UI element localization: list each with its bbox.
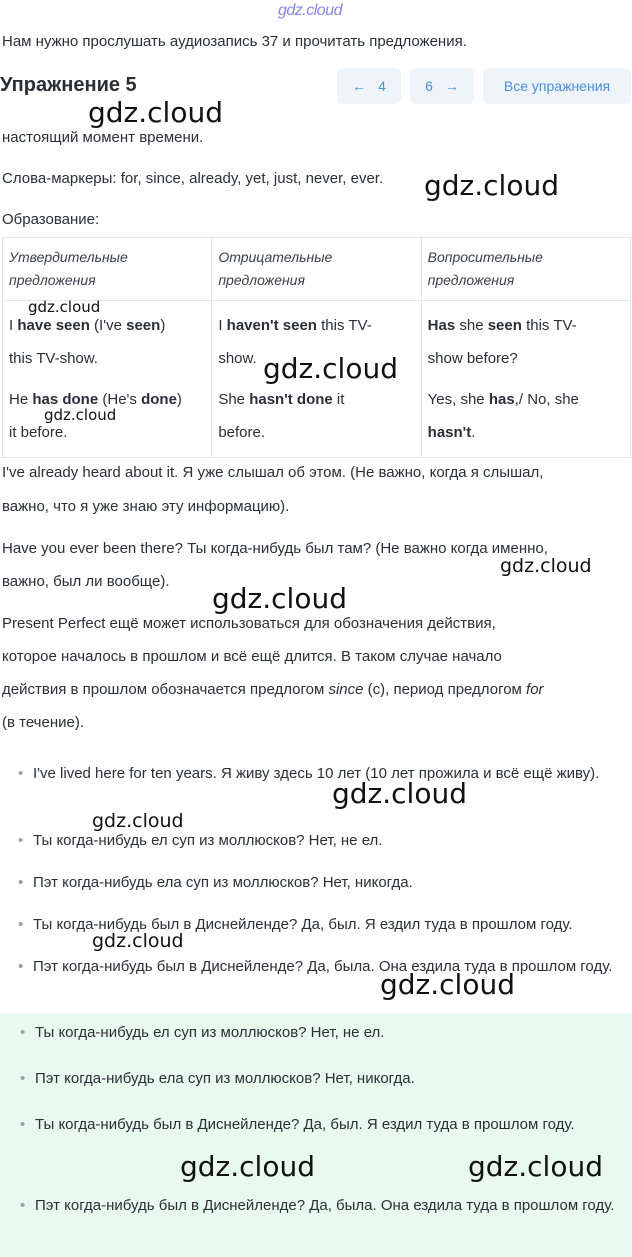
watermark: gdz.cloud: [92, 810, 184, 832]
watermark: gdz.cloud: [424, 169, 559, 202]
list-item: • Ты когда-нибудь ел суп из моллюсков? Нет, не ел.: [33, 824, 628, 857]
watermark: gdz.cloud: [332, 777, 467, 810]
watermark: gdz.cloud: [500, 555, 592, 577]
arrow-right-icon: →: [444, 78, 459, 94]
grammar-table: [2, 237, 631, 458]
rule-text: которое началось в прошлом и всё ещё длится. В таком случае начало: [2, 648, 502, 665]
bullet-icon: •: [20, 1197, 26, 1214]
arrow-left-icon: ←: [352, 78, 367, 94]
example-text: важно, что я уже знаю эту информацию).: [2, 498, 290, 515]
all-exercises-button[interactable]: [483, 68, 631, 104]
table-cell-affirmative: I have seen (I've seen) this TV-show. He has done (He's done) it before.: [3, 301, 212, 458]
all-exercises-label: Все упражнения: [503, 78, 611, 94]
watermark: gdz.cloud: [28, 298, 101, 316]
example-text: Have you ever been there? Ты когда-нибудь был там? (Не важно когда именно,: [2, 540, 548, 557]
watermark: gdz.cloud: [44, 406, 117, 424]
table-cell-negative: I haven't seen this TV- show. She hasn't done it before.: [212, 301, 421, 458]
intro-text: Нам нужно прослушать аудиозапись 37 и прочитать предложения.: [2, 33, 467, 50]
next-exercise-button[interactable]: [410, 68, 474, 104]
bullet-icon: •: [20, 1116, 26, 1133]
list-item: • Пэт когда-нибудь ела суп из моллюсков? Нет, никогда.: [33, 866, 628, 899]
answer-item: • Пэт когда-нибудь был в Диснейленде? Да, была. Она ездила туда в прошлом году.: [35, 1187, 625, 1224]
text-line: настоящий момент времени.: [2, 129, 204, 146]
answer-item: • Ты когда-нибудь был в Диснейленде? Да, был. Я ездил туда в прошлом году.: [35, 1106, 625, 1143]
bullet-icon: •: [18, 765, 24, 782]
table-cell-question: Has she seen this TV- show before? Yes, she has,/ No, she hasn't.: [421, 301, 630, 458]
watermark: gdz.cloud: [180, 1150, 315, 1183]
bullet-icon: •: [18, 874, 24, 891]
watermark: gdz.cloud: [263, 352, 398, 385]
prev-exercise-button[interactable]: [337, 68, 401, 104]
rule-text: действия в прошлом обозначается предлогом since (с), период предлогом for: [2, 681, 544, 698]
list-item: • I've lived here for ten years. Я живу здесь 10 лет (10 лет прожила и всё ещё живу).: [33, 757, 628, 790]
watermark: gdz.cloud: [468, 1150, 603, 1183]
site-logo[interactable]: gdz.cloud: [278, 2, 342, 19]
answer-item: • Ты когда-нибудь ел суп из моллюсков? Нет, не ел.: [35, 1014, 625, 1051]
example-text: I've already heard about it. Я уже слышал об этом. (Не важно, когда я слышал,: [2, 464, 544, 481]
answer-item: • Пэт когда-нибудь ела суп из моллюсков? Нет, никогда.: [35, 1060, 625, 1097]
prev-exercise-label: 4: [378, 78, 386, 94]
table-header: Вопросительные предложения: [421, 238, 630, 301]
next-exercise-label: 6: [425, 78, 433, 94]
formation-label: Образование:: [2, 211, 100, 228]
table-header: Утвердительные предложения: [3, 238, 212, 301]
exercise-title: Упражнение 5: [0, 74, 137, 96]
bullet-icon: •: [18, 832, 24, 849]
list-item: • Пэт когда-нибудь был в Диснейленде? Да, была. Она ездила туда в прошлом году.: [33, 950, 628, 983]
rule-text: (в течение).: [2, 714, 85, 731]
list-item: • Ты когда-нибудь был в Диснейленде? Да, был. Я ездил туда в прошлом году.: [33, 908, 628, 941]
watermark: gdz.cloud: [92, 930, 184, 952]
example-text: важно, был ли вообще).: [2, 573, 170, 590]
bullet-icon: •: [18, 916, 24, 933]
watermark: gdz.cloud: [212, 582, 347, 615]
bullet-icon: •: [18, 958, 24, 975]
markers-text: Слова-маркеры: for, since, already, yet, just, never, ever.: [2, 170, 384, 187]
bullet-icon: •: [20, 1024, 26, 1041]
rule-text: Present Perfect ещё может использоваться для обозначения действия,: [2, 615, 496, 632]
watermark: gdz.cloud: [88, 96, 223, 129]
bullet-icon: •: [20, 1070, 26, 1087]
watermark: gdz.cloud: [380, 968, 515, 1001]
table-header: Отрицательные предложения: [212, 238, 421, 301]
